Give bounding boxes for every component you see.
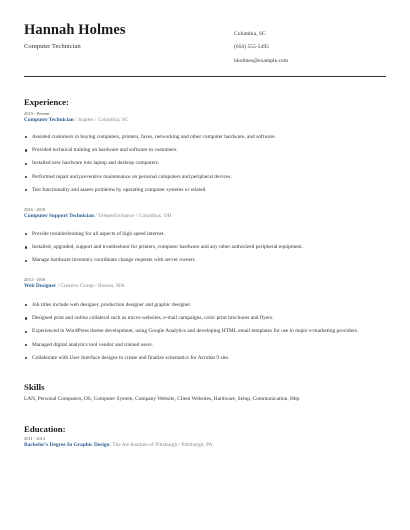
duty-item: Experienced in WordPress theme development, using Google Analytics and developing HTML email templates for use in major e-marketing providers. xyxy=(24,328,386,341)
job-role: Computer Technician xyxy=(24,116,74,123)
education-dates: 2011 - 2014 xyxy=(24,436,46,441)
education-line xyxy=(24,442,386,449)
job-company: / Teleperformance / Columbus, OH xyxy=(94,212,172,219)
resume-header xyxy=(24,22,386,74)
duty-item: Provide troubleshooting for all aspects of high speed internet. xyxy=(24,231,386,244)
duty-item: Job titles include web designer, production designer and graphic designer. xyxy=(24,302,386,315)
candidate-name: Hannah Holmes xyxy=(24,22,126,38)
job-role: Web Designer xyxy=(24,282,57,289)
job-entry xyxy=(24,207,386,220)
skills-heading: Skills xyxy=(24,382,45,392)
duty-list xyxy=(24,231,386,271)
skills-list: LAN, Personal Computers, OS, Computer System, Company Website, Client Websites, Hardware, Setup, Communication, Http xyxy=(24,396,300,402)
duty-item: Assisted customers in buying computers, printers, faxes, networking and other computer hardware, and software. xyxy=(24,134,386,147)
education-degree: Bachelor's Degree In Graphic Design xyxy=(24,441,110,448)
header-divider xyxy=(24,76,386,77)
job-entry xyxy=(24,277,386,290)
duty-item: Designed print and online collateral such as micro-websites, e-mail campaigns, color print brochures and flyers. xyxy=(24,315,386,328)
education-heading: Education: xyxy=(24,424,66,434)
contact-location: Columbia, SC xyxy=(234,31,266,37)
duty-item: Collaborate with User Interface designs to create and finalize schematics for Acrobat 9 site. xyxy=(24,355,386,368)
job-dates: 2019 - Present xyxy=(24,111,50,116)
contact-block xyxy=(234,28,288,68)
contact-email: hholmes@example.com xyxy=(234,57,289,64)
duty-list xyxy=(24,302,386,368)
duty-item: Installed new hardware into laptop and desktop computers. xyxy=(24,160,386,173)
duty-item: Test functionality and assess problems by operating computer systems or related. xyxy=(24,187,386,200)
candidate-title: Computer Technician xyxy=(24,43,81,50)
job-line xyxy=(24,117,386,124)
job-entry xyxy=(24,111,386,124)
education-school: : The Art Institute of Pittsburgh / Pittsburgh, PA xyxy=(109,441,213,448)
duty-item: Manage hardware inventory coordinate change requests with server owners xyxy=(24,257,386,270)
job-dates: 2014 - 2016 xyxy=(24,277,46,282)
education-entry xyxy=(24,436,386,449)
job-company: / Staples / Columbia, SC xyxy=(73,116,129,123)
duty-list xyxy=(24,134,386,200)
experience-heading: Experience: xyxy=(24,97,69,107)
duty-item: Performed repair and preventive maintenance on personal computers and peripheral devices. xyxy=(24,174,386,187)
job-role: Computer Support Technician xyxy=(24,212,94,219)
job-company: / Creative Group / Boston, MA xyxy=(56,282,125,289)
duty-item: Managed digital analytics tool vendor and trained users. xyxy=(24,342,386,355)
duty-item: Provided technical training on hardware and software to customers. xyxy=(24,147,386,160)
job-line xyxy=(24,283,386,290)
duty-item: Installed, upgraded, support and troubleshoot for printers, computer hardware and any other authorized peripheral equipment. xyxy=(24,244,386,257)
job-dates: 2016 - 2019 xyxy=(24,207,46,212)
contact-phone: (650) 555-5495 xyxy=(234,44,269,51)
job-line xyxy=(24,213,386,220)
